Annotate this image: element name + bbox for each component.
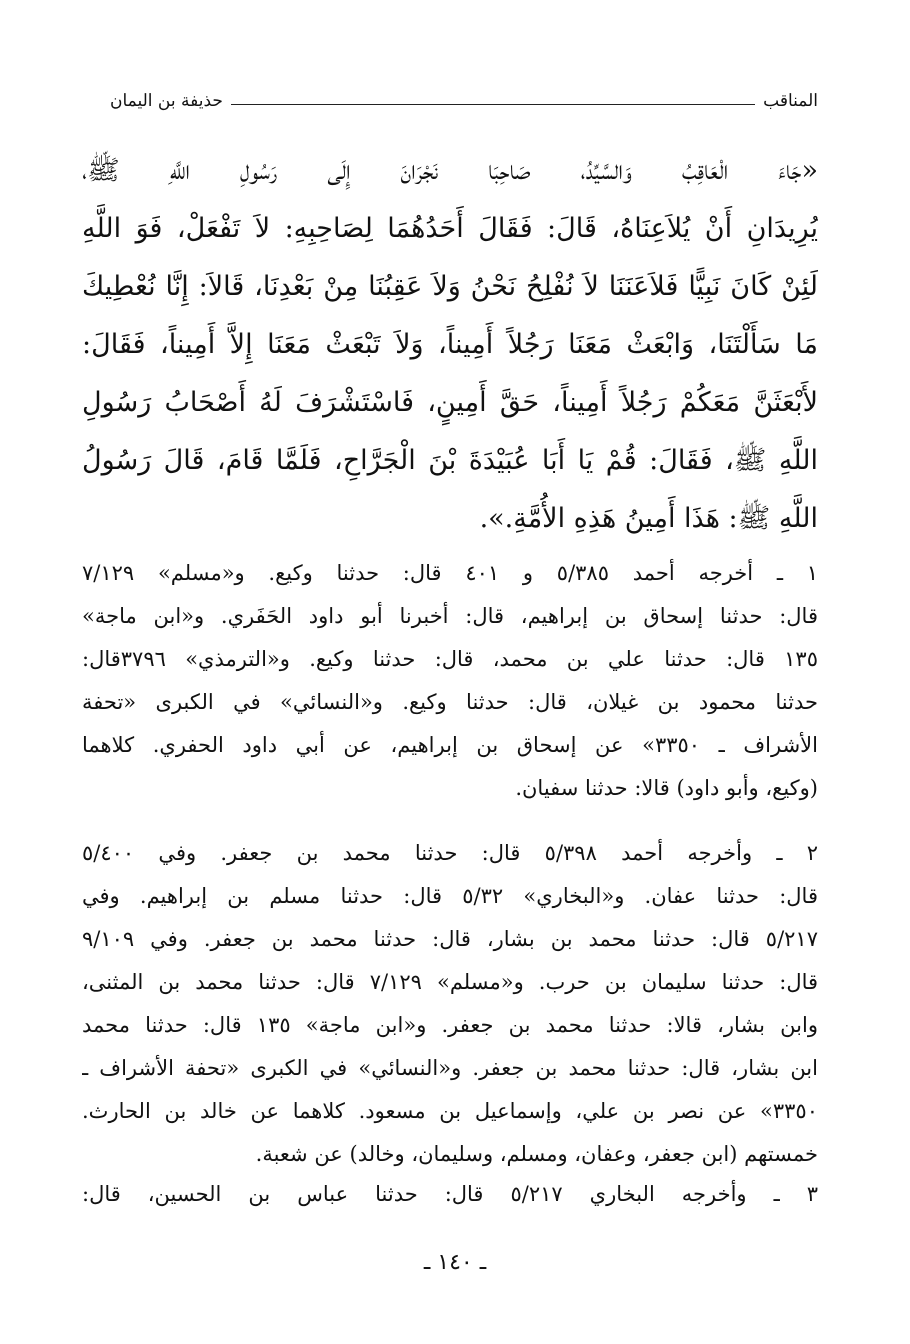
header-rule [231,104,755,105]
footnote-2 [82,832,818,1176]
footnote-line: ١ ـ أخرجه أحمد ٥/٣٨٥ و ٤٠١ قال: حدثنا وكيع. و«مسلم» ٧/١٢٩ [82,561,818,585]
footnote-line: الأشراف ـ ٣٣٥٠» عن إسحاق بن إبراهيم، عن أبي داود الحفري. كلاهما [82,733,818,757]
footnote-line: قال: حدثنا إسحاق بن إبراهيم، قال: أخبرنا أبو داود الحَفَري. و«ابن ماجة» [82,604,818,628]
running-header [110,86,818,116]
hadith-line: اللَّهِ ﷺ: هَذَا أَمِينُ هَذِهِ الأُمَّةِ.». [479,503,818,534]
footnote-line: (وكيع، وأبو داود) قالا: حدثنا سفيان. [515,776,818,800]
header-section: حذيفة بن اليمان [110,91,223,111]
footnote-line: قال: حدثنا سليمان بن حرب. و«مسلم» ٧/١٢٩ قال: حدثنا محمد بن المثنى، [82,970,818,994]
footnote-line: حدثنا محمود بن غيلان، قال: حدثنا وكيع. و«النسائي» في الكبرى «تحفة [82,690,818,714]
footnote-line: ابن بشار، قال: حدثنا محمد بن جعفر. و«النسائي» في الكبرى «تحفة الأشراف ـ [82,1056,818,1080]
hadith-line: لَئِنْ كَانَ نَبِيًّا فَلاَعَنَنَا لاَ نُفْلِحُ نَحْنُ وَلاَ عَقِبُنَا مِنْ بَعْدِنَا، قَالاَ: إِنَّا نُعْطِيكَ [82,271,818,302]
footnote-3 [82,1173,818,1216]
hadith-line: «جَاءَ الْعَاقِبُ وَالسَّيِّدُ، صَاحِبَا نَجْرَانَ إِلَى رَسُولِ اللَّهِ ﷺ، [82,155,818,186]
header-chapter: المناقب [763,91,818,111]
footnote-1 [82,552,818,810]
footnote-line: ١٣٥ قال: حدثنا علي بن محمد، قال: حدثنا وكيع. و«الترمذي» ٣٧٩٦قال: [82,647,818,671]
footnote-line: ٥/٢١٧ قال: حدثنا محمد بن بشار، قال: حدثنا محمد بن جعفر. وفي ٩/١٠٩ [82,927,818,951]
hadith-line: مَا سَأَلْتَنَا، وَابْعَثْ مَعَنَا رَجُلاً أَمِيناً، وَلاَ تَبْعَثْ مَعَنَا إِلاَّ أَمِيناً، فَقَالَ: [82,329,818,360]
hadith-line: اللَّهِ ﷺ، فَقَالَ: قُمْ يَا أَبَا عُبَيْدَةَ بْنَ الْجَرَّاحِ، فَلَمَّا قَامَ، قَالَ رَسُولُ [82,445,818,476]
hadith-line: يُرِيدَانِ أَنْ يُلاَعِنَاهُ، قَالَ: فَقَالَ أَحَدُهُمَا لِصَاحِبِهِ: لاَ تَفْعَلْ، فَوَ اللَّهِ [82,213,818,244]
hadith-line: لأَبْعَثَنَّ مَعَكُمْ رَجُلاً أَمِيناً، حَقَّ أَمِينٍ، فَاسْتَشْرَفَ لَهُ أَصْحَابُ رَسُولِ [82,387,818,418]
footnote-line: قال: حدثنا عفان. و«البخاري» ٥/٣٢ قال: حدثنا مسلم بن إبراهيم. وفي [82,884,818,908]
footnote-line: خمستهم (ابن جعفر، وعفان، ومسلم، وسليمان، وخالد) عن شعبة. [255,1142,818,1166]
footnote-line: ٢ ـ وأخرجه أحمد ٥/٣٩٨ قال: حدثنا محمد بن جعفر. وفي ٥/٤٠٠ [82,841,818,865]
footnote-line: ٣٣٥٠» عن نصر بن علي، وإسماعيل بن مسعود. كلاهما عن خالد بن الحارث. [82,1099,818,1123]
hadith-text [82,142,818,548]
page-number: ـ ١٤٠ ـ [423,1250,487,1275]
footnote-line: وابن بشار، قالا: حدثنا محمد بن جعفر. و«ابن ماجة» ١٣٥ قال: حدثنا محمد [82,1013,818,1037]
footnote-line: ٣ ـ وأخرجه البخاري ٥/٢١٧ قال: حدثنا عباس بن الحسين، قال: [82,1182,818,1206]
